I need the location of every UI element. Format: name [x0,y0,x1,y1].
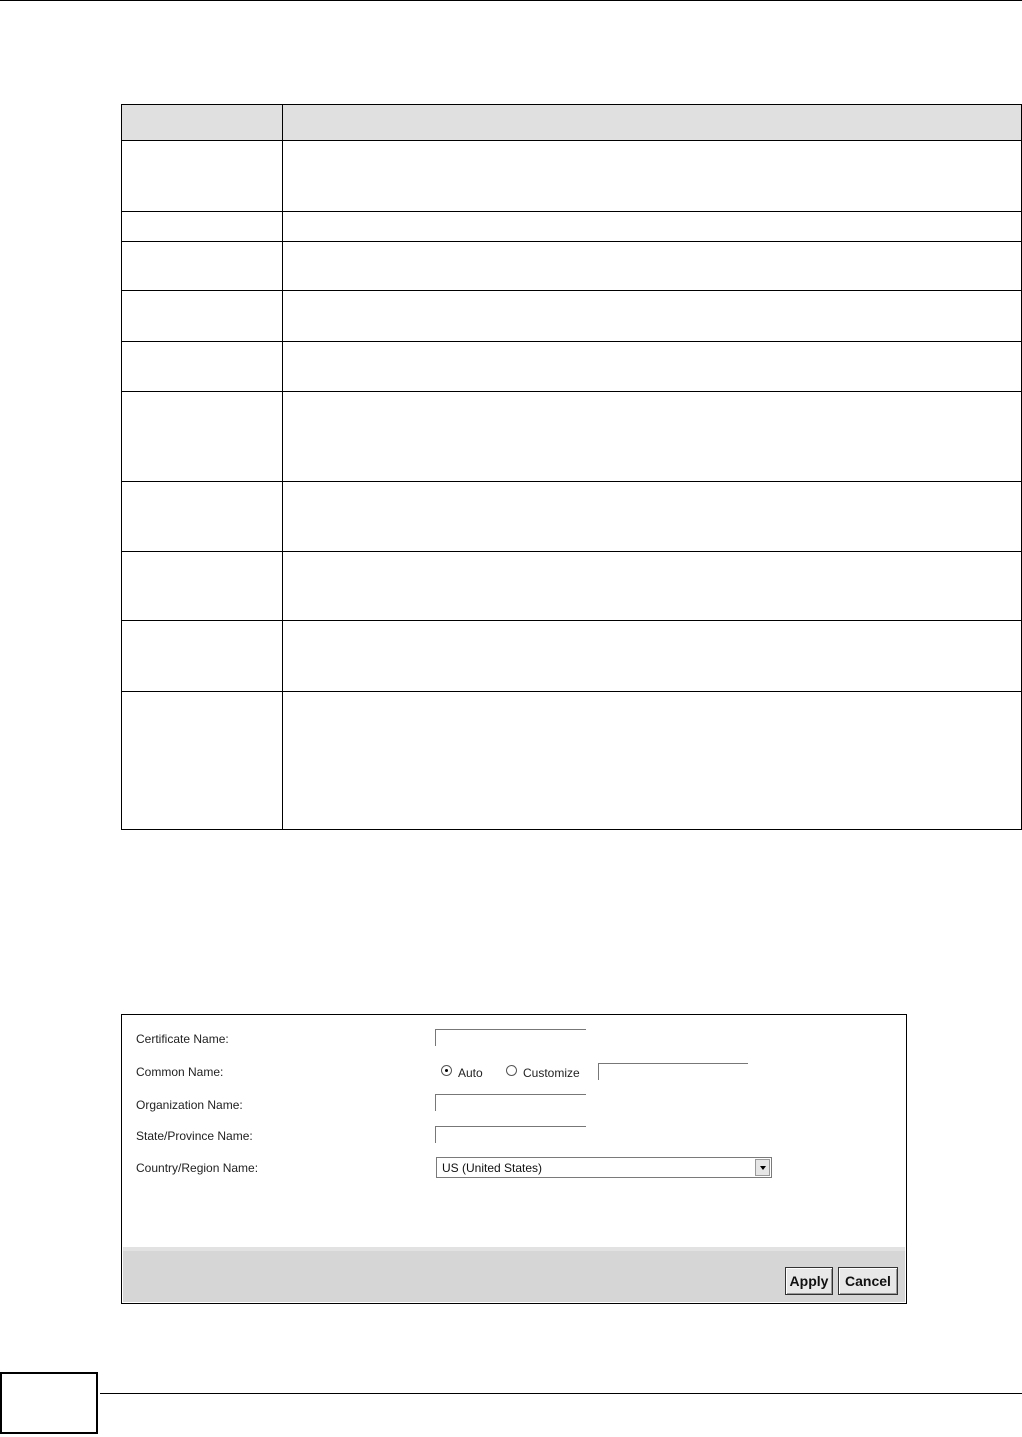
certificate-name-label: Certificate Name: [136,1032,229,1046]
table-row [122,141,1022,212]
footer-rule [100,1393,1022,1394]
create-certificate-panel [121,1014,907,1304]
description-table [121,104,1022,830]
country-region-label: Country/Region Name: [136,1161,259,1175]
button-bar [123,1247,905,1302]
common-name-auto-radio[interactable] [441,1065,452,1076]
table-row [122,342,1022,392]
apply-button[interactable]: Apply [785,1267,833,1295]
table-row [122,392,1022,482]
cancel-button[interactable]: Cancel [838,1267,898,1295]
table-header-cell [283,105,1022,141]
organization-name-label: Organization Name: [136,1098,243,1112]
common-name-label: Common Name: [136,1065,224,1079]
page-number-box [0,1372,98,1434]
table-header-row [122,105,1022,141]
state-province-label: State/Province Name: [136,1129,253,1143]
table-row [122,692,1022,830]
table-row [122,291,1022,342]
common-name-customize-radio[interactable] [506,1065,517,1076]
common-name-auto-label: Auto [458,1066,483,1080]
table-row [122,242,1022,291]
state-province-input[interactable] [435,1126,586,1143]
country-region-value: US (United States) [442,1161,543,1175]
header-rule [0,0,1022,1]
common-name-customize-label: Customize [523,1066,580,1080]
certificate-name-input[interactable] [435,1029,586,1046]
table-row [122,621,1022,692]
table-row [122,552,1022,621]
organization-name-input[interactable] [435,1094,586,1111]
table-header-cell [122,105,283,141]
chevron-down-icon[interactable] [755,1159,770,1176]
table-row [122,482,1022,552]
table-row [122,212,1022,242]
country-region-select[interactable] [436,1157,772,1178]
common-name-custom-input[interactable] [598,1063,748,1080]
